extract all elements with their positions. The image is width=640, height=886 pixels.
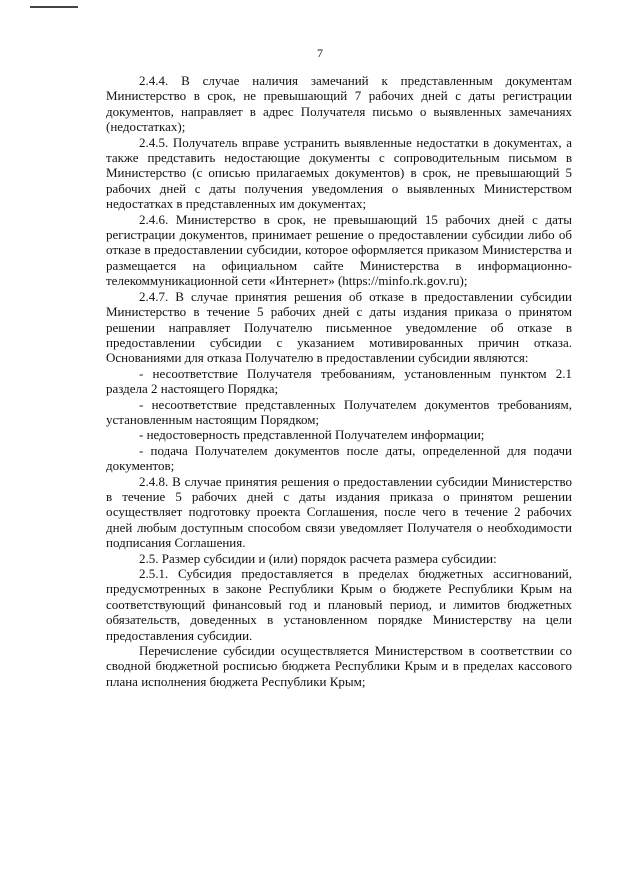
scan-edge-mark: [30, 6, 78, 8]
paragraph-2-5: 2.5. Размер субсидии и (или) порядок расчета размера субсидии:: [139, 550, 497, 566]
refusal-reason-2: - несоответствие представленных Получателем документов требованиям, установленным настоящим Порядком;: [106, 396, 572, 427]
paragraph-2-4-5: 2.4.5. Получатель вправе устранить выявленные недостатки в документах, а также представить недостающие документы с сопроводительным письмом в Министерство (с описью прилагаемых документов) в срок, не превышающий 5 рабочих дней с даты получения уведомления о выявленных Министерством недостатках в представленных им документах;: [106, 134, 572, 212]
page-number: 7: [317, 46, 323, 60]
paragraph-2-4-8: 2.4.8. В случае принятия решения о предоставлении субсидии Министерство в течение 5 рабочих дней с даты издания приказа о принятом решении осуществляет подготовку проекта Соглашения, после чего в течение 2 рабочих дней любым доступным способом связи уведомляет Получателя о необходимости подписания Соглашения.: [106, 473, 572, 551]
refusal-reason-4: - подача Получателем документов после даты, определенной для подачи документов;: [106, 442, 572, 474]
paragraph-2-4-6: 2.4.6. Министерство в срок, не превышающий 15 рабочих дней с даты регистрации документов, принимает решение о предоставлении субсидии либо об отказе в предоставлении субсидии, которое оформляется приказом Министерства и размещается на официальном сайте Министерства в информационно-телекоммуникационной сети «Интернет» (https://minfo.rk.gov.ru);: [106, 211, 572, 289]
paragraph-2-4-4: 2.4.4. В случае наличия замечаний к представленным документам Министерство в срок, не превышающий 7 рабочих дней с даты регистрации документов, направляет в адрес Получателя письмо о выявленных замечаниях (недостатках);: [106, 73, 572, 135]
paragraph-2-5-1: 2.5.1. Субсидия предоставляется в пределах бюджетных ассигнований, предусмотренных в законе Республики Крым о бюджете Республики Крым на соответствующий финансовый год и плановый период, и лимитов бюджетных обязательств, доведенных в установленном порядке Министерству на цели предоставления субсидии.: [106, 566, 572, 643]
refusal-reason-3: - недостоверность представленной Получателем информации;: [139, 427, 485, 443]
paragraph-transfer: Перечисление субсидии осуществляется Министерством в соответствии со сводной бюджетной росписью бюджета Республики Крым и в пределах кассового плана исполнения бюджета Республики Крым;: [106, 643, 572, 689]
document-body: [106, 73, 572, 689]
refusal-reason-1: - несоответствие Получателя требованиям, установленным пунктом 2.1 раздела 2 настоящего Порядка;: [106, 365, 572, 397]
paragraph-2-4-7: 2.4.7. В случае принятия решения об отказе в предоставлении субсидии Министерство в течение 5 рабочих дней с даты издания приказа о принятом решении направляет Получателю письменное уведомление об отказе в предоставлении субсидии с указанием мотивированных причин отказа. Основаниями для отказа Получателю в предоставлении субсидии являются:: [106, 288, 572, 366]
